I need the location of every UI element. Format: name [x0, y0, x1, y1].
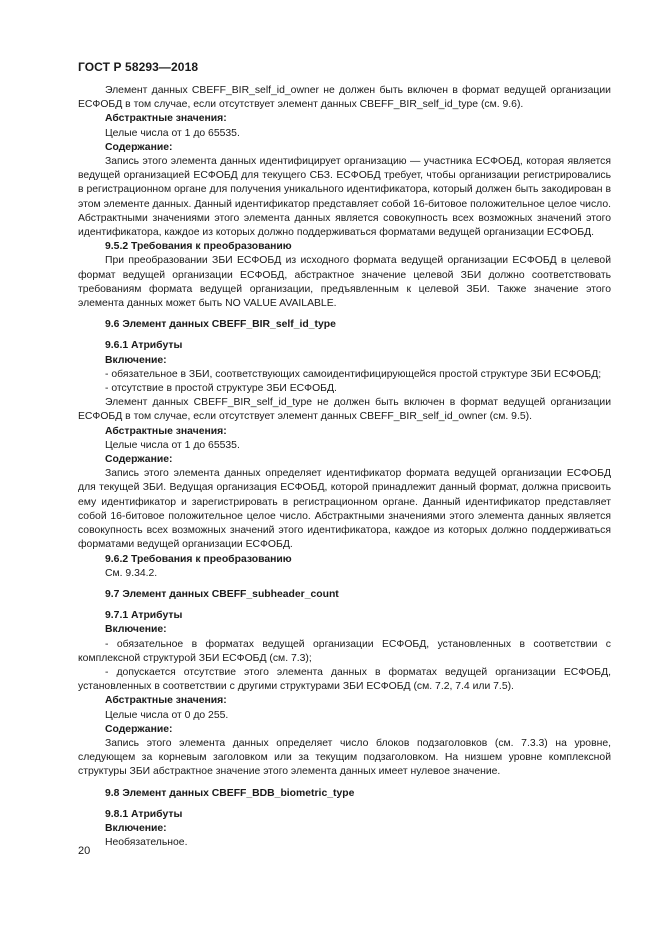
- list-item: - обязательное в ЗБИ, соответствующих самоидентифицирующейся простой структуре ЗБИ ЕСФОБД;: [105, 368, 602, 380]
- paragraph: Целые числа от 1 до 65535.: [105, 439, 240, 451]
- subheading: Включение:: [105, 624, 167, 636]
- subheading: Содержание:: [105, 454, 173, 466]
- subheading: Включение:: [105, 822, 167, 834]
- paragraph: Необязательное.: [105, 837, 188, 849]
- document-body: [78, 84, 611, 850]
- paragraph: Запись этого элемента данных идентифицирует организацию — участника ЕСФОБД, которая является ведущей организацией ЕСФОБД для текущего СБЗ. ЕСФОБД требует, чтобы организации регистрировались в регистрационном органе для получения уникального идентификатора, который должен быть закодирован в этом элементе данных. Данный идентификатор представляет собой 16-битовое положительное целое число. Абстрактными значениями этого элемента данных является совокупность всех возможных значений этого идентификатора, каждое из которых должно поддерживаться форматами ведущей организации ЕСФОБД.: [78, 156, 611, 239]
- paragraph: См. 9.34.2.: [105, 567, 158, 579]
- document-header: ГОСТ Р 58293—2018: [78, 60, 199, 74]
- subheading: Абстрактные значения:: [105, 695, 227, 707]
- subheading: Включение:: [105, 354, 167, 366]
- paragraph: Целые числа от 1 до 65535.: [105, 127, 240, 139]
- list-item: - обязательное в форматах ведущей организации ЕСФОБД, установленных в соответствии с комплексной структурой ЗБИ ЕСФОБД (см. 7.3);: [78, 638, 611, 664]
- subsection-heading: 9.8.1 Атрибуты: [105, 808, 183, 820]
- paragraph: Запись этого элемента данных определяет идентификатор формата ведущей организации ЕСФОБД для текущей ЗБИ. Ведущая организация ЕСФОБД, которой принадлежит данный формат, должна присвоить ему идентификатор и зарегистрировать в регистрационном органе. Данный идентификатор представляет собой 16-битовое положительное целое число. Абстрактными значениями этого элемента данных является совокупность всех возможных значений этого идентификатора, каждое из которых должно поддерживаться форматами ведущей организации ЕСФОБД.: [78, 468, 611, 551]
- page-number: 20: [78, 845, 91, 857]
- paragraph: При преобразовании ЗБИ ЕСФОБД из исходного формата ведущей организации ЕСФОБД в целевой формат ведущей организации ЕСФОБД, абстрактное значение целевой ЗБИ должно соответствовать требованиям формата ведущей организации, предъявленным к целевой ЗБИ. Также значение этого элемента данных может быть NO VALUE AVAILABLE.: [78, 255, 611, 310]
- paragraph: Целые числа от 0 до 255.: [105, 709, 229, 721]
- paragraph: Элемент данных CBEFF_BIR_self_id_type не должен быть включен в формат ведущей организации ЕСФОБД в том случае, если отсутствует элемент данных CBEFF_BIR_self_id_owner (см. 9.5).: [78, 397, 611, 423]
- subheading: Абстрактные значения:: [105, 425, 227, 437]
- section-heading: 9.6 Элемент данных CBEFF_BIR_self_id_type: [105, 319, 336, 331]
- paragraph: Запись этого элемента данных определяет число блоков подзаголовков (см. 7.3.3) на уровне, следующем за корневым заголовком или за текущим подзаголовком. На низшем уровне комплексной структуры ЗБИ абстрактное значение этого элемента данных имеет нулевое значение.: [78, 737, 611, 778]
- subheading: Содержание:: [105, 723, 173, 735]
- subsection-heading: 9.7.1 Атрибуты: [105, 610, 183, 622]
- list-item: - допускается отсутствие этого элемента данных в форматах ведущей организации ЕСФОБД, установленных в соответствии с другими структурами ЗБИ ЕСФОБД (см. 7.2, 7.4 или 7.5).: [78, 666, 611, 693]
- subsection-heading: 9.6.2 Требования к преобразованию: [105, 553, 292, 565]
- section-heading: 9.7 Элемент данных CBEFF_subheader_count: [105, 588, 339, 600]
- subsection-heading: 9.6.1 Атрибуты: [105, 340, 183, 352]
- subsection-heading: 9.5.2 Требования к преобразованию: [105, 241, 292, 253]
- subheading: Абстрактные значения:: [105, 113, 227, 125]
- list-item: - отсутствие в простой структуре ЗБИ ЕСФОБД.: [105, 383, 337, 395]
- section-heading: 9.8 Элемент данных CBEFF_BDB_biometric_type: [105, 787, 355, 799]
- subheading: Содержание:: [105, 141, 173, 153]
- paragraph: Элемент данных CBEFF_BIR_self_id_owner не должен быть включен в формат ведущей организации ЕСФОБД в том случае, если отсутствует элемент данных CBEFF_BIR_self_id_type (см. 9.6).: [78, 85, 611, 111]
